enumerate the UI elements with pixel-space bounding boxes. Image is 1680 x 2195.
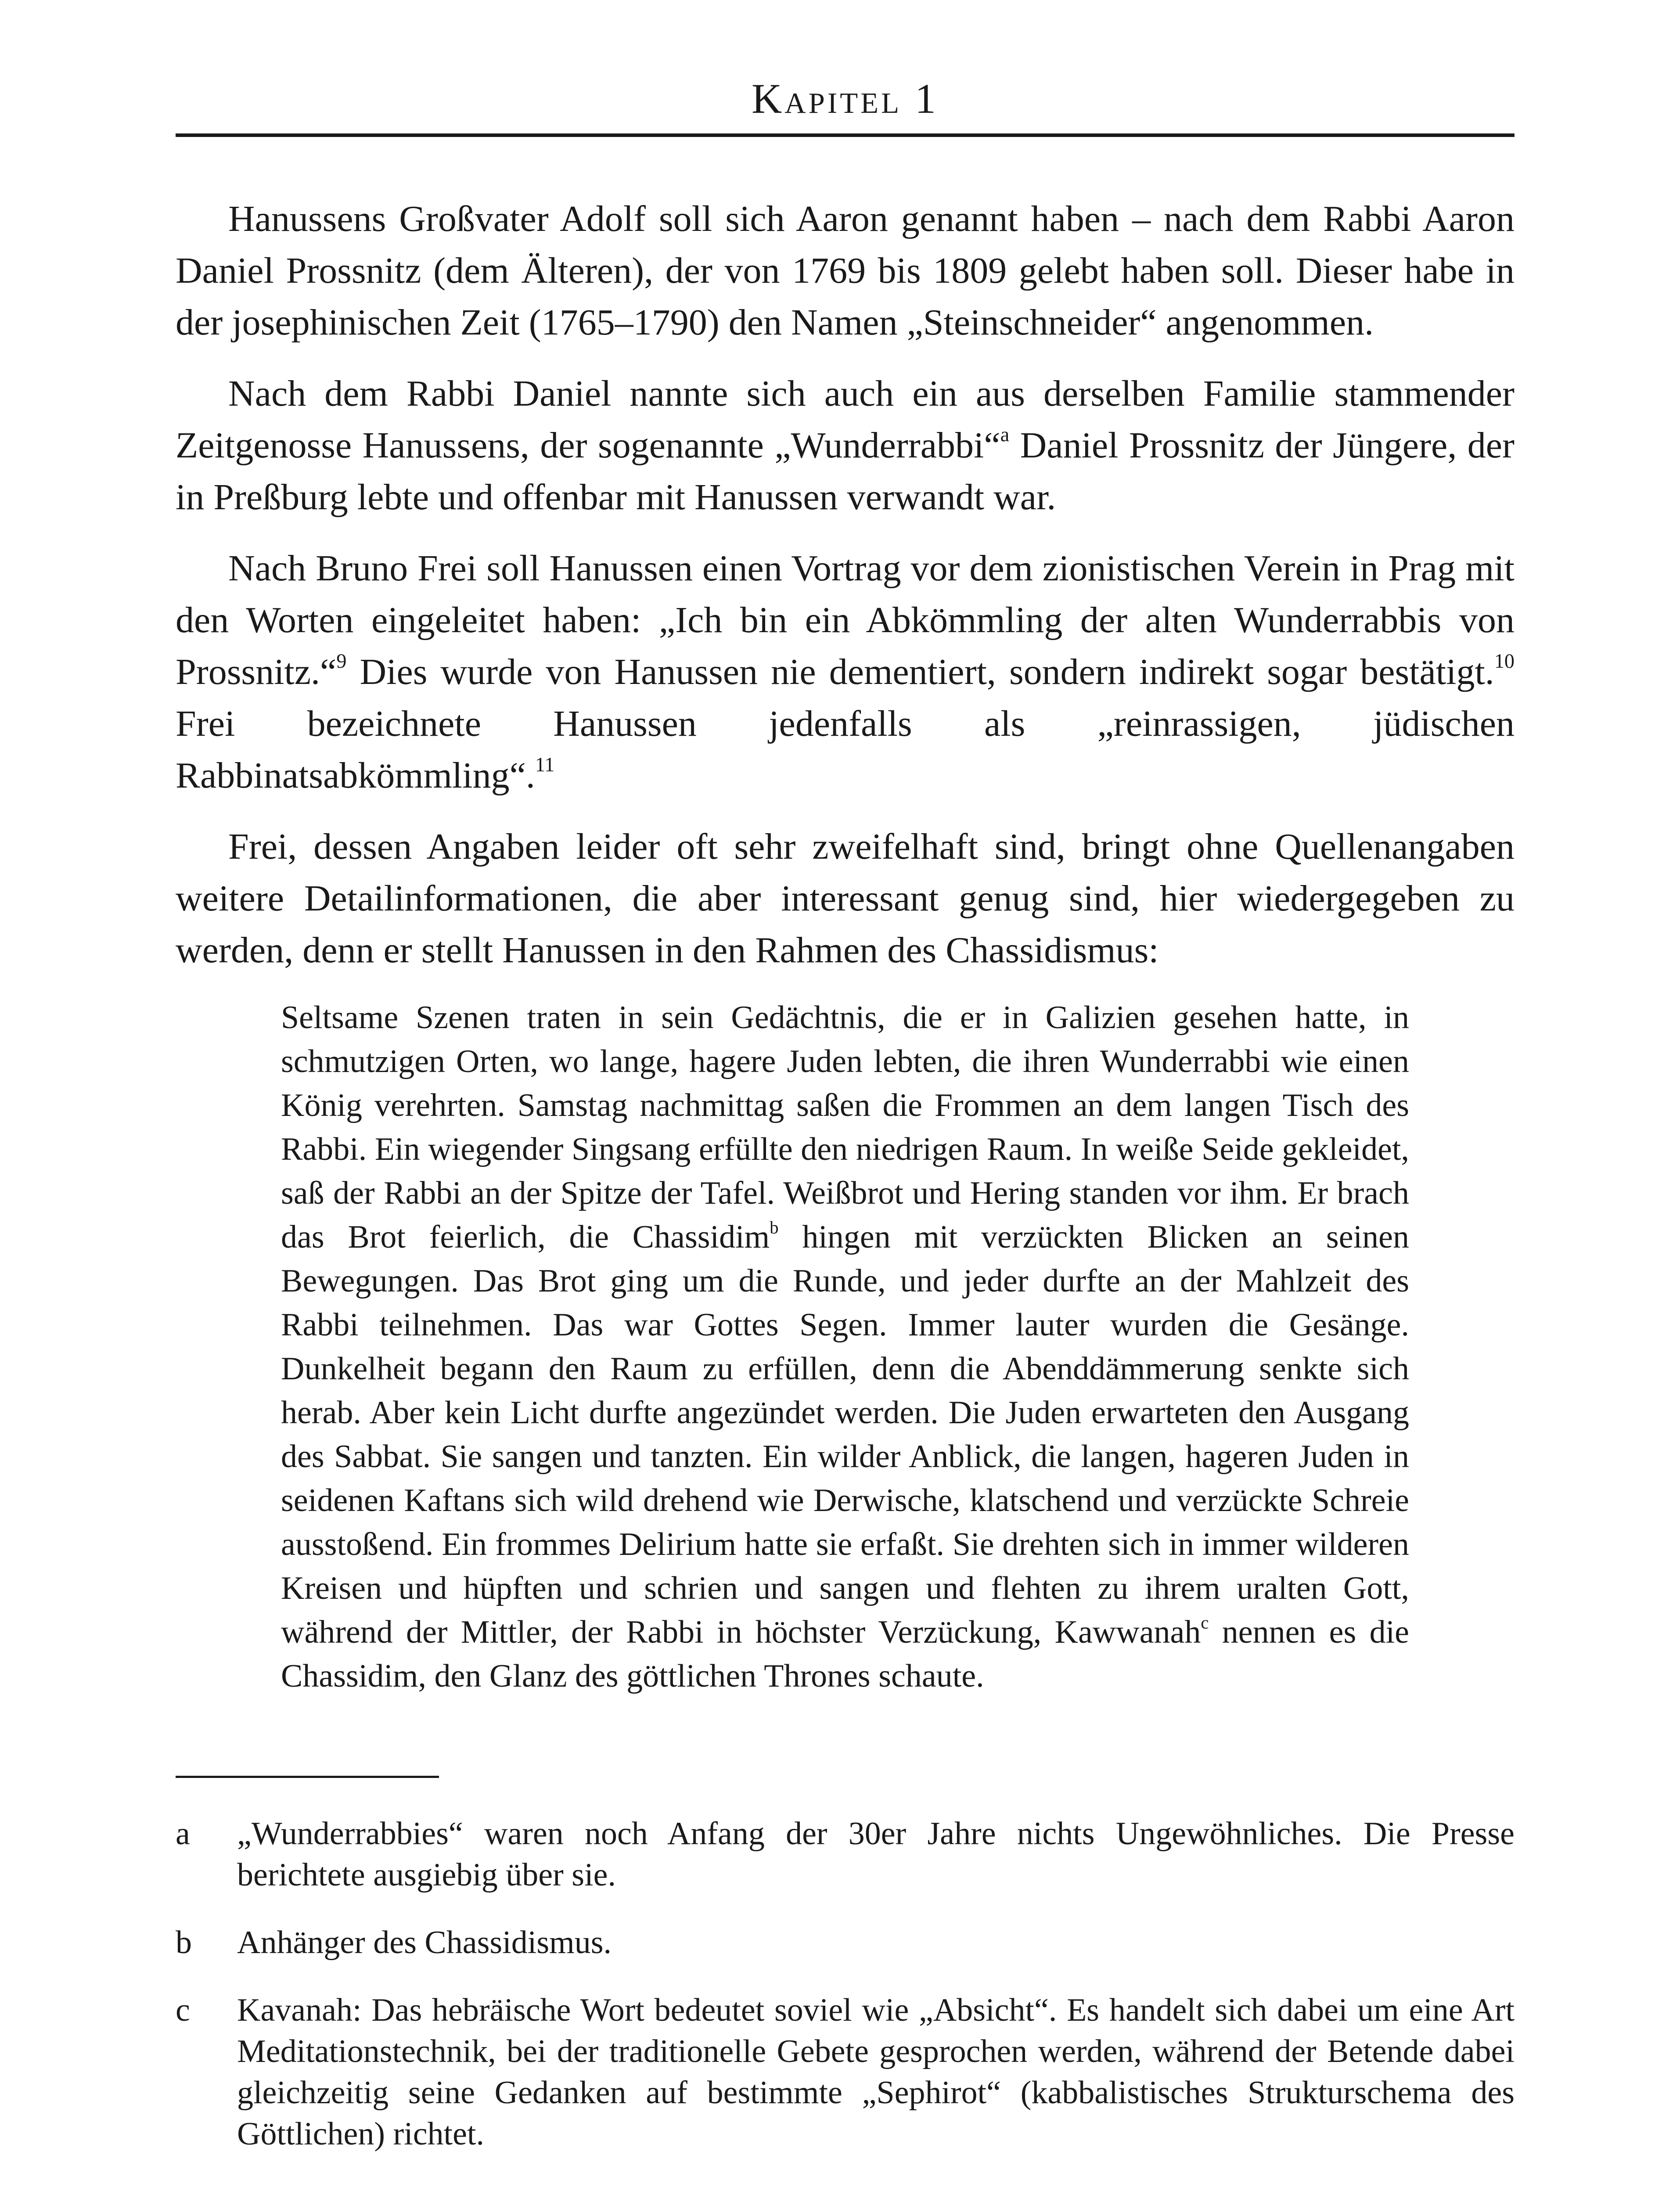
footnote-ref-c: c <box>1201 1612 1209 1633</box>
header-rule <box>176 133 1515 137</box>
footnote-text: Kavanah: Das hebräische Wort bedeutet soviel wie „Absicht“. Es handelt sich dabei um eine Art Meditationstechnik, bei der traditionelle Gebete gesprochen werden, während der Betende dabei gleichzeitig seine Gedanken auf bestimmte „Sephirot“ (kabbalistisches Strukturschema des Göttlichen) richtet. <box>237 1992 1515 2152</box>
paragraph-3 <box>176 543 1515 802</box>
paragraph-3-text-c: Frei bezeichnete Hanussen jedenfalls als „reinrassigen, jüdischen Rabbinatsabkömmling“. <box>176 703 1515 796</box>
paragraph-3-text-b: Dies wurde von Hanussen nie dementiert, sondern indirekt sogar bestätigt. <box>346 651 1494 692</box>
quote-text-b: hingen mit verzückten Blicken an seinen Bewegungen. Das Brot ging um die Runde, und jeder durfte an der Mahlzeit des Rabbi teilnehmen. Das war Gottes Segen. Immer lauter wurden die Gesänge. Dunkelheit begann den Raum zu erfüllen, denn die Abenddämmerung senkte sich herab. Aber kein Licht durfte angezündet werden. Die Juden erwarteten den Ausgang des Sabbat. Sie sangen und tanzten. Ein wilder Anblick, die langen, hageren Juden in seidenen Kaftans sich wild drehend wie Derwische, klatschend und verzückte Schreie ausstoßend. Ein frommes Delirium hatte sie erfaßt. Sie drehten sich in immer wilderen Kreisen und hüpften und schrien und sangen und flehten zu ihrem uralten Gott, während der Mittler, der Rabbi in höchster Verzückung, Kawwanah <box>281 1219 1409 1650</box>
running-head: Kapitel 1 <box>751 75 939 122</box>
paragraph-2-text-b: Daniel Prossnitz der Jüngere, der in Preßburg lebte und offenbar mit Hanussen verwandt war. <box>176 425 1515 518</box>
paragraph-3-text-a: Nach Bruno Frei soll Hanussen einen Vortrag vor dem zionistischen Verein in Prag mit den Worten eingeleitet haben: „Ich bin ein Abkömmling der alten Wunderrabbis von Prossnitz.“ <box>176 548 1515 692</box>
footnote-text: Anhänger des Chassidismus. <box>237 1925 612 1961</box>
paragraph-1: Hanussens Großvater Adolf soll sich Aaron genannt haben – nach dem Rabbi Aaron Daniel Prossnitz (dem Älteren), der von 1769 bis 1809 gelebt haben soll. Dieser habe in der josephinischen Zeit (1765–1790) den Namen „Steinschneider“ angenommen. <box>176 198 1515 343</box>
footnote-ref-b: b <box>770 1217 779 1238</box>
footnote-text: „Wunderrabbies“ waren noch Anfang der 30er Jahre nichts Ungewöhnliches. Die Presse berichtete ausgiebig über sie. <box>237 1816 1515 1893</box>
footnote-mark: b <box>176 1925 192 1961</box>
footnote-c <box>176 1990 1515 2155</box>
footnotes <box>176 1813 1515 2181</box>
paragraph-2 <box>176 368 1515 523</box>
footnote-ref-a: a <box>1000 423 1010 446</box>
block-quote <box>281 996 1409 1698</box>
paragraph-2-text-a: Nach dem Rabbi Daniel nannte sich auch ein aus derselben Familie stammender Zeitgenosse Hanussens, der sogenannte „Wunderrabbi“ <box>176 373 1515 466</box>
endnote-ref-9: 9 <box>336 650 347 673</box>
paragraph-4: Frei, dessen Angaben leider oft sehr zweifelhaft sind, bringt ohne Quellenangaben weitere Detailinformationen, die aber interessant genug sind, hier wiedergegeben zu werden, denn er stellt Hanussen in den Rahmen des Chassidismus: <box>176 826 1515 971</box>
book-page <box>176 0 1515 2195</box>
endnote-ref-11: 11 <box>535 753 555 776</box>
endnote-ref-10: 10 <box>1494 650 1515 673</box>
main-text <box>176 193 1515 1698</box>
quote-text-c: nennen es die Chassidim, den Glanz des göttlichen Thrones schaute. <box>281 1614 1409 1694</box>
footnote-rule <box>176 1776 439 1778</box>
quote-text-a: Seltsame Szenen traten in sein Gedächtnis, die er in Galizien gesehen hatte, in schmutzigen Orten, wo lange, hagere Juden lebten, die ihren Wunderrabbi wie einen König verehrten. Samstag nachmittag saßen die Frommen an dem langen Tisch des Rabbi. Ein wiegender Singsang erfüllte den niedrigen Raum. In weiße Seide gekleidet, saß der Rabbi an der Spitze der Tafel. Weißbrot und Hering standen vor ihm. Er brach das Brot feierlich, die Chassidim <box>281 1000 1409 1255</box>
footnote-a <box>176 1813 1515 1896</box>
footnote-mark: c <box>176 1992 190 2028</box>
footnote-mark: a <box>176 1816 190 1852</box>
footnote-b <box>176 1922 1515 1963</box>
